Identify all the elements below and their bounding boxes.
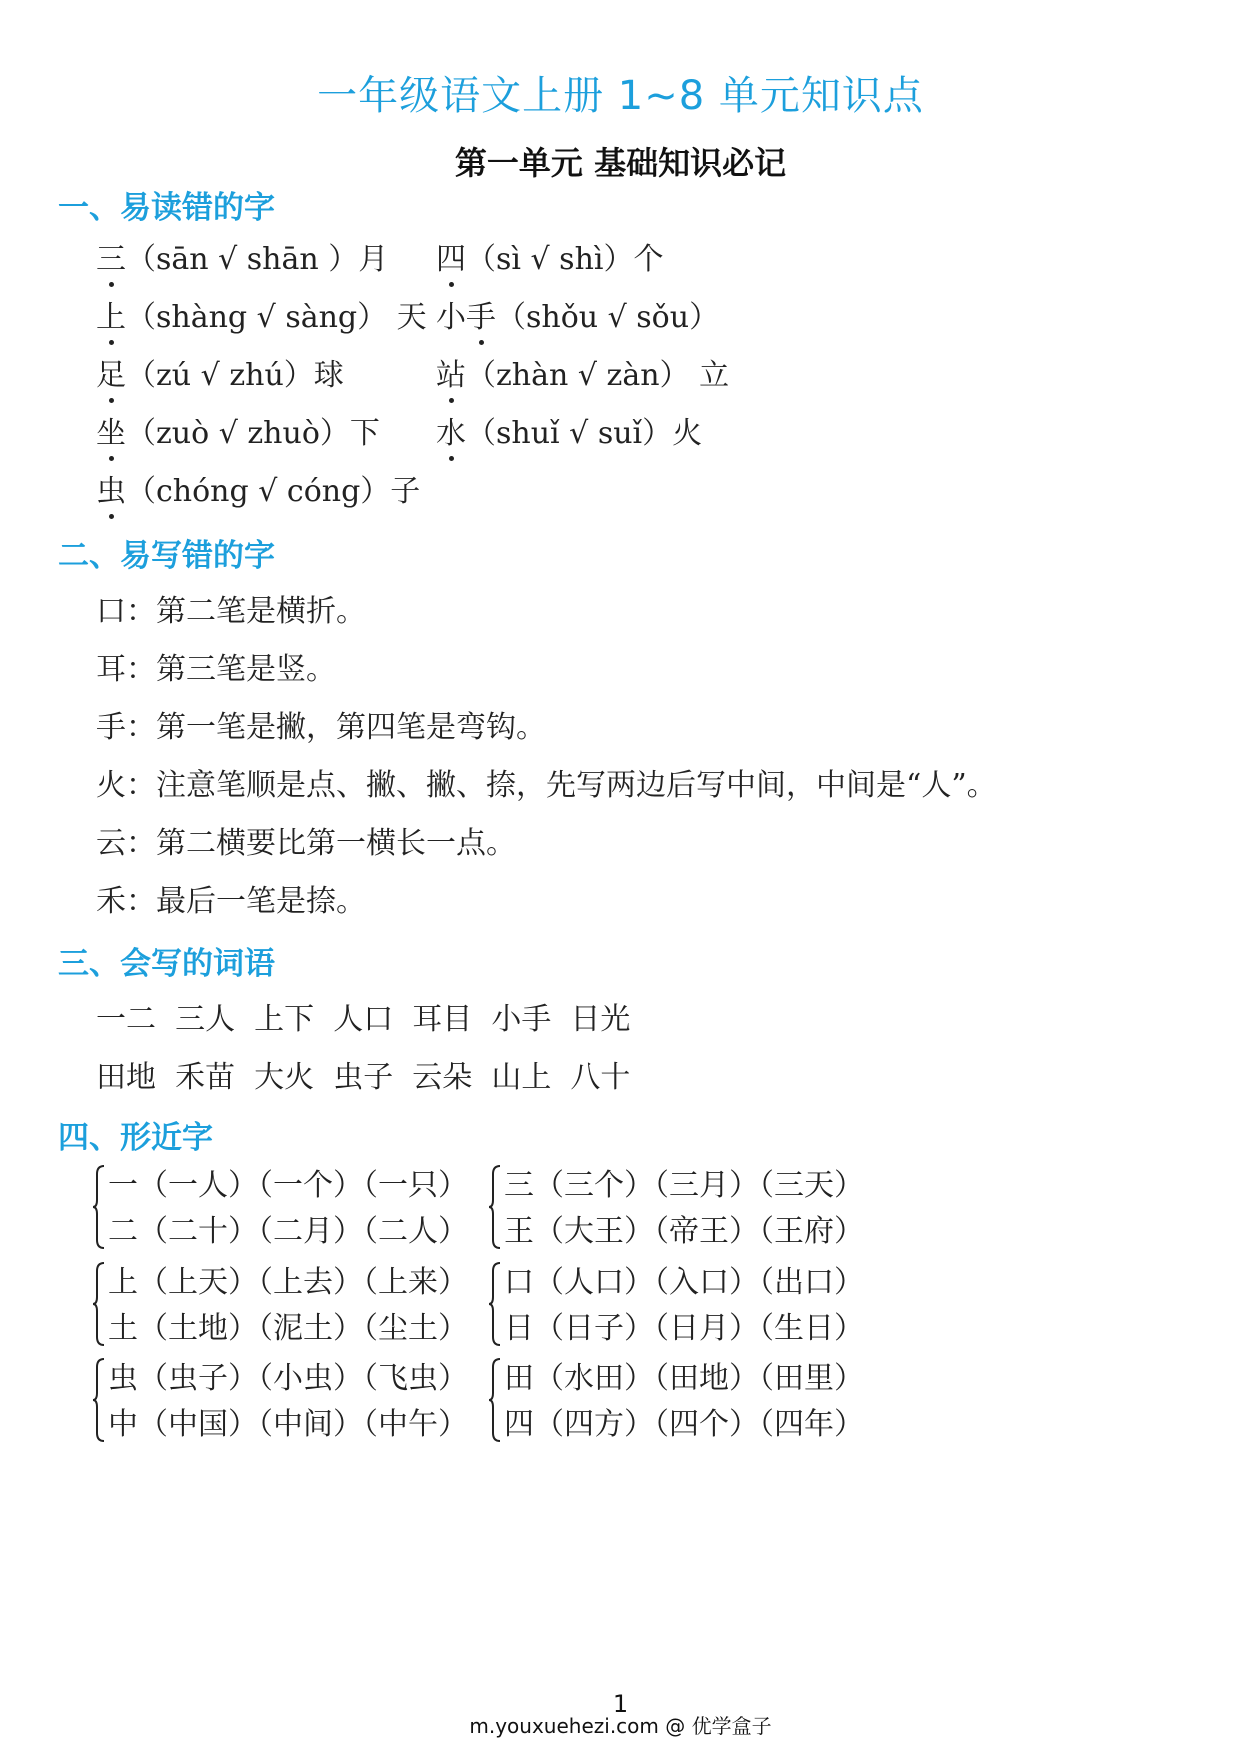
- dotted-char: 上: [96, 292, 126, 336]
- dotted-char: 三: [96, 234, 126, 278]
- writing-item: 云：第二横要比第一横长一点。: [96, 826, 516, 861]
- similar-row: 中（中国）（中间）（中午）: [108, 1407, 468, 1442]
- brace-icon: [488, 1357, 502, 1443]
- pron-item: [436, 350, 729, 394]
- writing-item: 手：第一笔是撇，第四笔是弯钩。: [96, 710, 546, 745]
- pron-item: [96, 234, 388, 278]
- dotted-char: 四: [436, 234, 466, 278]
- section-heading-pronunciation: 一、易读错的字: [58, 190, 275, 226]
- pron-item: [96, 350, 344, 394]
- writing-item: 耳：第三笔是竖。: [96, 652, 336, 687]
- page-number: 1: [612, 1690, 629, 1718]
- dotted-char: 虫: [96, 466, 126, 510]
- similar-row: 口（人口）（入口）（出口）: [504, 1265, 864, 1300]
- brace-icon: [488, 1261, 502, 1347]
- page-title: 一年级语文上册 1~8 单元知识点: [317, 73, 924, 119]
- writing-item: 口：第二笔是横折。: [96, 594, 366, 629]
- pron-text: （sì √ shì）个: [466, 242, 664, 277]
- similar-row: 田（水田）（田地）（田里）: [504, 1361, 864, 1396]
- word-row: 一二 三人 上下 人口 耳目 小手 日光: [96, 1002, 631, 1037]
- brace-icon: [488, 1164, 502, 1250]
- similar-row: 二（二十）（二月）（二人）: [108, 1214, 468, 1249]
- pron-text: （chóng √ cóng）子: [126, 474, 421, 509]
- pron-item: [96, 466, 420, 510]
- similar-row: 三（三个）（三月）（三天）: [504, 1168, 864, 1203]
- section-heading-writing: 二、易写错的字: [58, 538, 275, 574]
- brace-icon: [92, 1164, 106, 1250]
- pron-text: （zuò √ zhuò）下: [126, 416, 380, 451]
- pron-text: （zú √ zhú）球: [126, 358, 344, 393]
- pron-text: （shǒu √ sǒu）: [496, 300, 720, 335]
- section-heading-similar: 四、形近字: [58, 1120, 213, 1156]
- pron-item: [436, 292, 719, 336]
- dotted-char: 坐: [96, 408, 126, 452]
- pron-item: [96, 408, 380, 452]
- similar-row: 上（上天）（上去）（上来）: [108, 1265, 468, 1300]
- writing-item: 火：注意笔顺是点、撇、撇、捺，先写两边后写中间，中间是“人”。: [96, 768, 997, 803]
- pron-text: （shuǐ √ suǐ）火: [466, 416, 703, 451]
- brace-icon: [92, 1261, 106, 1347]
- pron-item: [436, 234, 664, 278]
- dotted-char: 水: [436, 408, 466, 452]
- word-row: 田地 禾苗 大火 虫子 云朵 山上 八十: [96, 1060, 631, 1095]
- unit-title: 第一单元 基础知识必记: [454, 144, 787, 182]
- similar-row: 一（一人）（一个）（一只）: [108, 1168, 468, 1203]
- pron-text: （sān √ shān ）月: [126, 242, 389, 277]
- brace-icon: [92, 1357, 106, 1443]
- dotted-char: 站: [436, 350, 466, 394]
- dotted-char: 手: [466, 292, 496, 336]
- dotted-char: 足: [96, 350, 126, 394]
- pron-text: （zhàn √ zàn） 立: [466, 358, 730, 393]
- section-heading-words: 三、会写的词语: [58, 946, 275, 982]
- pron-item: [96, 292, 427, 336]
- writing-item: 禾：最后一笔是捺。: [96, 884, 366, 919]
- similar-row: 日（日子）（日月）（生日）: [504, 1311, 864, 1346]
- similar-row: 土（土地）（泥土）（尘土）: [108, 1311, 468, 1346]
- similar-row: 四（四方）（四个）（四年）: [504, 1407, 864, 1442]
- pron-prefix: 小: [436, 300, 466, 335]
- similar-row: 王（大王）（帝王）（王府）: [504, 1214, 864, 1249]
- similar-row: 虫（虫子）（小虫）（飞虫）: [108, 1361, 468, 1396]
- pron-item: [436, 408, 702, 452]
- footer-watermark: m.youxuehezi.com @ 优学盒子: [469, 1714, 772, 1738]
- pron-text: （shàng √ sàng） 天: [126, 300, 427, 335]
